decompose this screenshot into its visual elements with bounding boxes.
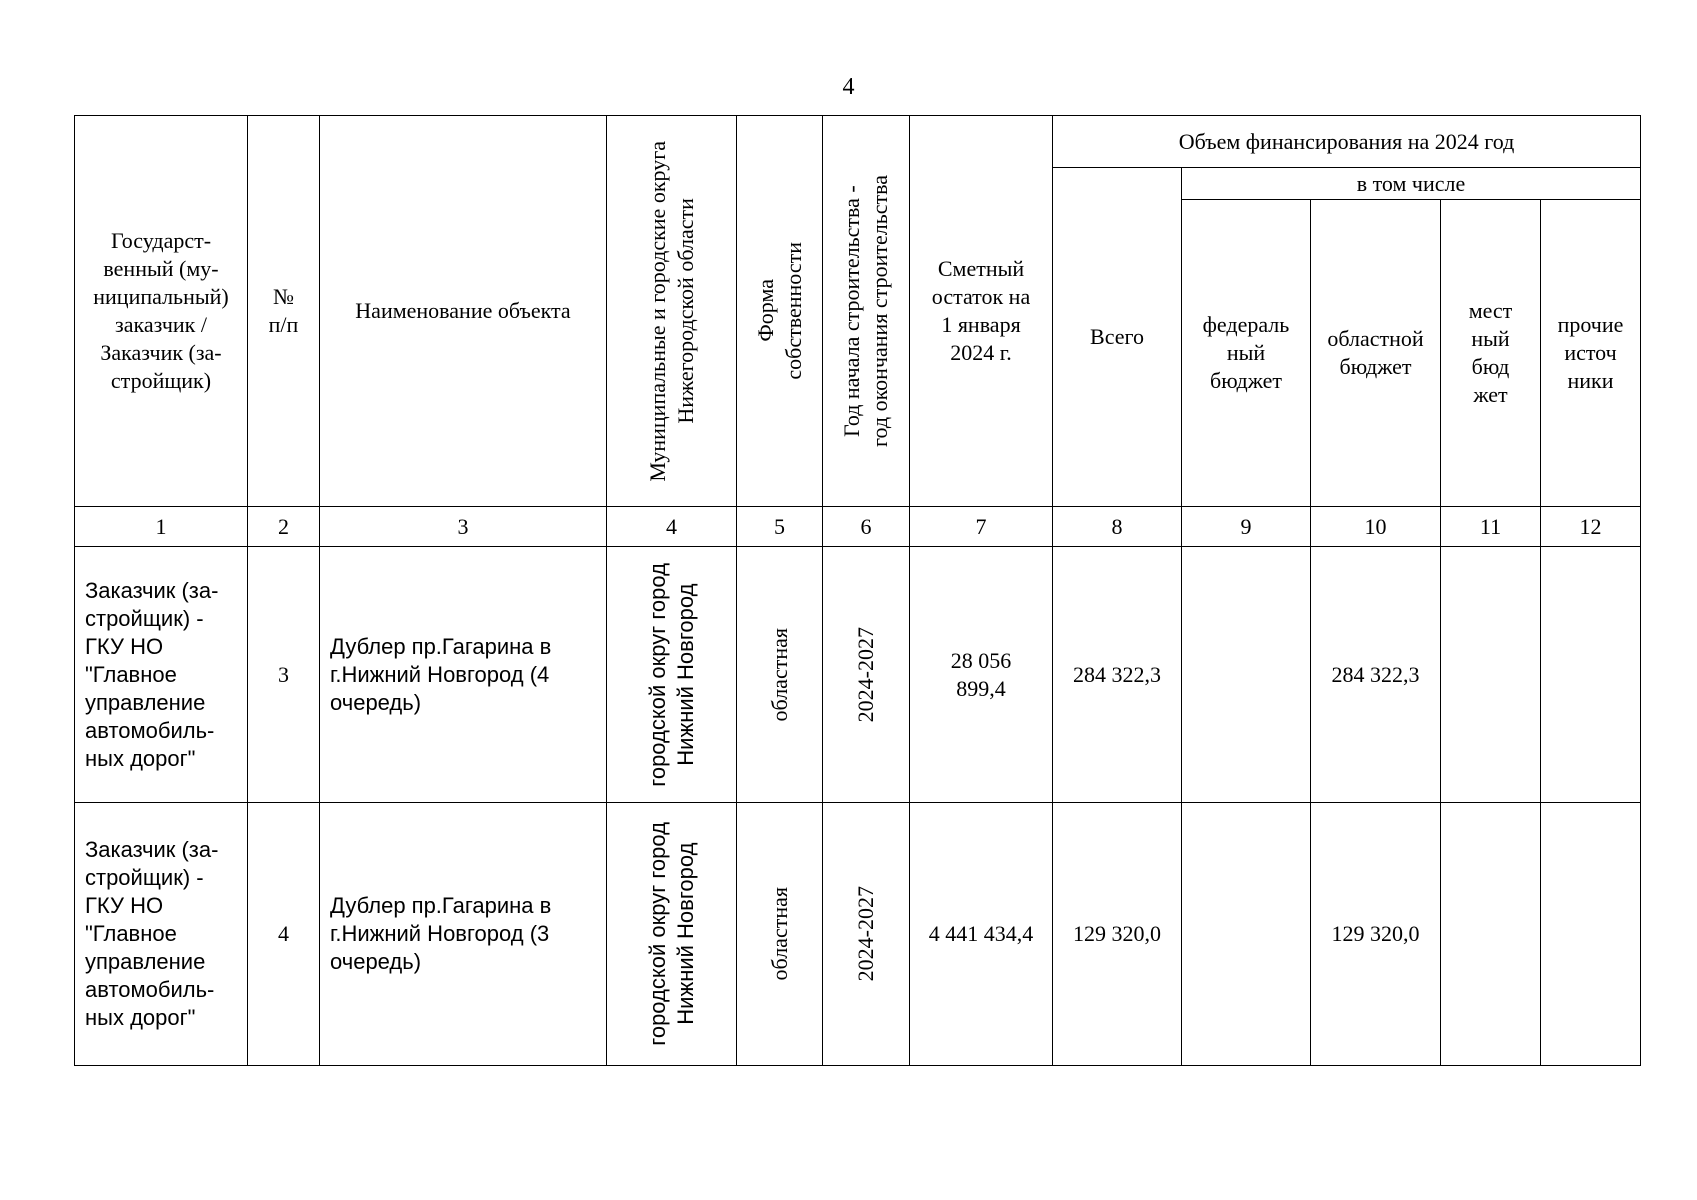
- column-number: 2: [248, 507, 320, 547]
- header-object-name: Наименование объекта: [320, 116, 607, 507]
- row-total: 284 322,3: [1053, 547, 1182, 803]
- header-years: [823, 116, 910, 507]
- text-line: п/п: [268, 312, 299, 337]
- text-line: управление: [85, 949, 206, 974]
- row-regional: 129 320,0: [1311, 803, 1441, 1066]
- text-line: 4 441 434,4: [928, 921, 1034, 946]
- text-line: Заказчик (за-: [85, 837, 219, 862]
- column-number: 10: [1311, 507, 1441, 547]
- text-line: ных дорог": [85, 745, 196, 771]
- header-municipality: [607, 116, 737, 507]
- text-line: ный: [1226, 340, 1266, 365]
- row-customer: [75, 803, 248, 1066]
- text-line: областной: [1327, 326, 1424, 351]
- header-ownership: [737, 116, 823, 507]
- row-ownership: областная: [737, 547, 823, 803]
- text-line: автомобиль-: [85, 977, 215, 1002]
- financing-table: [74, 115, 1641, 1066]
- header-number: [248, 116, 320, 507]
- text-line: жет: [1473, 382, 1508, 407]
- row-municipality: [607, 803, 737, 1066]
- row-local: [1441, 547, 1541, 803]
- header-total: Всего: [1053, 168, 1182, 507]
- text-line: городской округ город: [644, 822, 670, 1046]
- text-line: остаток на: [931, 284, 1031, 309]
- text-line: Нижегородской области: [672, 198, 698, 424]
- row-estimate: [910, 803, 1053, 1066]
- row-total: 129 320,0: [1053, 803, 1182, 1066]
- text-line: Государст-: [110, 228, 212, 253]
- row-object-name: [320, 547, 607, 803]
- header-local: [1441, 200, 1541, 507]
- text-line: источ: [1564, 340, 1617, 365]
- text-line: собственности: [780, 242, 806, 380]
- column-numbers-row: [75, 507, 1641, 547]
- column-number: 6: [823, 507, 910, 547]
- text-line: бюджет: [1210, 368, 1282, 393]
- row-local: [1441, 803, 1541, 1066]
- row-years: 2024-2027: [823, 803, 910, 1066]
- text-line: 2024 г.: [950, 340, 1012, 365]
- row-regional: 284 322,3: [1311, 547, 1441, 803]
- text-line: венный (му-: [103, 256, 219, 281]
- row-estimate: [910, 547, 1053, 803]
- row-other: [1541, 803, 1641, 1066]
- row-ownership: областная: [737, 803, 823, 1066]
- column-number: 11: [1441, 507, 1541, 547]
- text-line: г.Нижний Новгород (3: [330, 921, 550, 946]
- text-line: Заказчик (за-: [100, 340, 222, 365]
- text-line: Дублер пр.Гагарина в: [330, 893, 552, 918]
- text-line: мест: [1468, 298, 1513, 323]
- text-line: управление: [85, 689, 206, 715]
- row-federal: [1182, 547, 1311, 803]
- column-number: 1: [75, 507, 248, 547]
- header-federal: [1182, 200, 1311, 507]
- text-line: год окончания строительства: [867, 175, 892, 447]
- column-number: 12: [1541, 507, 1641, 547]
- text-line: 1 января: [941, 312, 1021, 337]
- header-including: в том числе: [1182, 168, 1641, 200]
- header-estimate: [910, 116, 1053, 507]
- text-line: 28 056: [950, 647, 1012, 673]
- text-line: автомобиль-: [85, 717, 215, 743]
- column-number: 9: [1182, 507, 1311, 547]
- text-line: №: [273, 284, 294, 309]
- text-line: прочие: [1557, 312, 1624, 337]
- header-regional: [1311, 200, 1441, 507]
- text-line: ных дорог": [85, 1005, 196, 1030]
- column-number: 3: [320, 507, 607, 547]
- text-line: 899,4: [956, 675, 1006, 701]
- row-other: [1541, 547, 1641, 803]
- text-line: федераль: [1202, 312, 1290, 337]
- row-number: 3: [248, 547, 320, 803]
- text-line: стройщик) -: [85, 865, 204, 890]
- table-row: [75, 547, 1641, 803]
- text-line: г.Нижний Новгород (4: [330, 661, 550, 687]
- text-line: ный: [1471, 326, 1510, 351]
- row-customer: [75, 547, 248, 803]
- text-line: бюд: [1471, 354, 1510, 379]
- text-line: Сметный: [937, 256, 1025, 281]
- header-customer: [75, 116, 248, 507]
- text-line: стройщик) -: [85, 605, 204, 631]
- text-line: Год начала строительства -: [839, 185, 864, 437]
- column-number: 7: [910, 507, 1053, 547]
- column-number: 8: [1053, 507, 1182, 547]
- row-years: 2024-2027: [823, 547, 910, 803]
- text-line: Дублер пр.Гагарина в: [330, 633, 552, 659]
- row-number: 4: [248, 803, 320, 1066]
- text-line: стройщик): [110, 368, 212, 393]
- text-line: Муниципальные и городские округа: [644, 140, 670, 482]
- header-financing-title: Объем финансирования на 2024 год: [1053, 116, 1641, 168]
- text-line: очередь): [330, 949, 422, 974]
- table-row: [75, 803, 1641, 1066]
- text-line: городской округ город: [644, 562, 670, 787]
- text-line: "Главное: [85, 921, 177, 946]
- text-line: ГКУ НО: [85, 893, 164, 918]
- text-line: Заказчик (за-: [85, 577, 219, 603]
- column-number: 4: [607, 507, 737, 547]
- text-line: Нижний Новгород: [672, 842, 698, 1026]
- column-number: 5: [737, 507, 823, 547]
- header-other: [1541, 200, 1641, 507]
- text-line: Форма: [752, 279, 778, 343]
- text-line: "Главное: [85, 661, 177, 687]
- text-line: бюджет: [1339, 354, 1412, 379]
- text-line: очередь): [330, 689, 422, 715]
- page-number: 4: [842, 74, 855, 100]
- text-line: ники: [1567, 368, 1614, 393]
- text-line: заказчик /: [115, 312, 207, 337]
- row-federal: [1182, 803, 1311, 1066]
- text-line: ГКУ НО: [85, 633, 164, 659]
- text-line: Нижний Новгород: [672, 583, 698, 766]
- row-municipality: [607, 547, 737, 803]
- text-line: ниципальный): [93, 284, 229, 309]
- row-object-name: [320, 803, 607, 1066]
